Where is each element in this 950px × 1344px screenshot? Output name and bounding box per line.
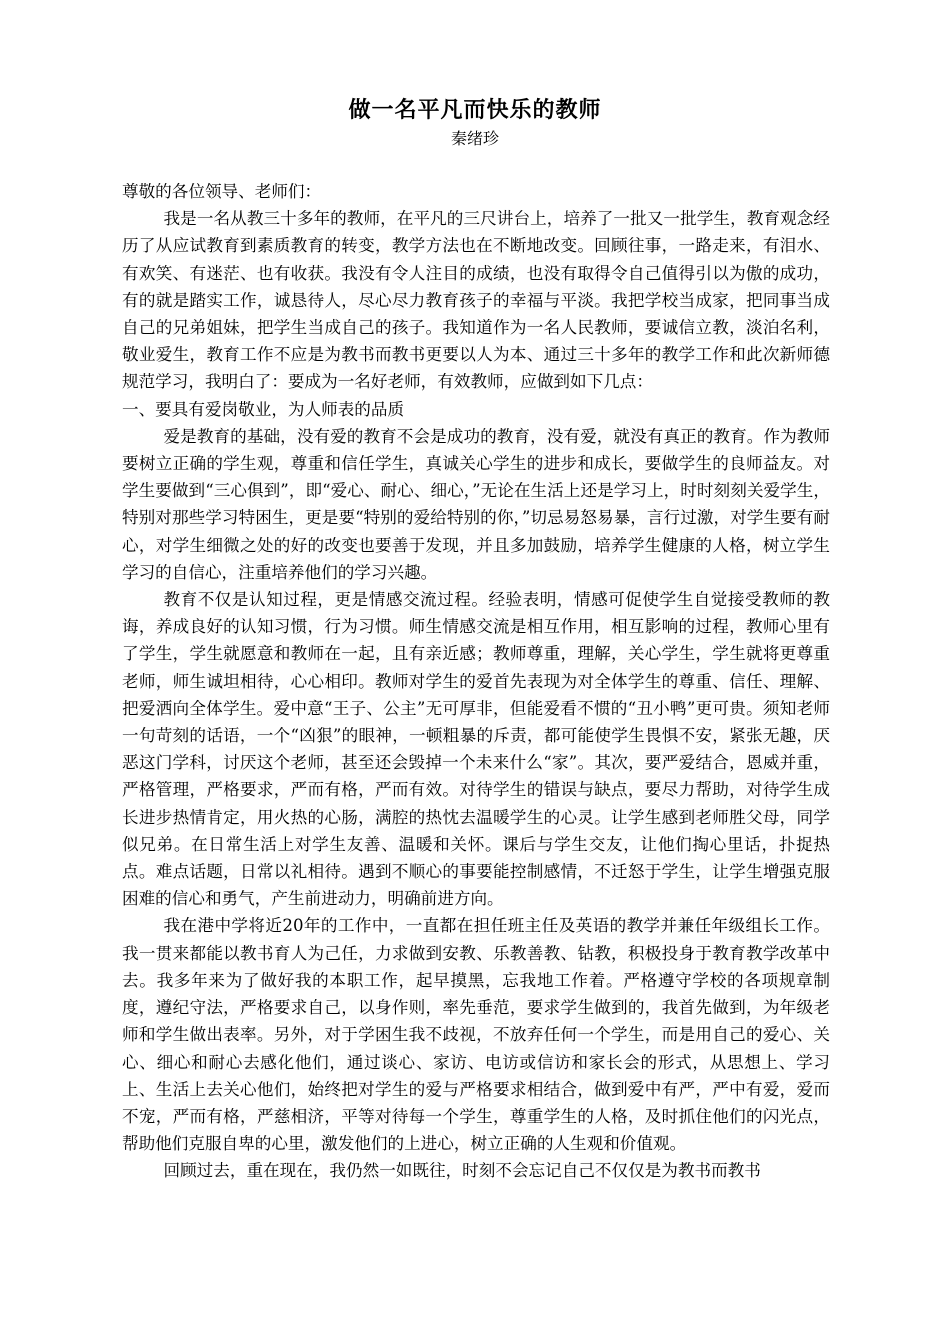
document-title: 做一名平凡而快乐的教师 [348, 98, 602, 123]
author-name: 秦绪珍 [450, 129, 499, 148]
section1-paragraph: 回顾过去，重在现在，我仍然一如既往，时刻不会忘记自己不仅仅是为教书而教书 [163, 1161, 761, 1181]
section1-paragraph: 我在港中学将近20年的工作中，一直都在担任班主任及英语的教学并兼任年级组长工作。我一贯来都能以教书育人为己任，力求做到安教、乐教善教、钻教，积极投身于教育教学改革中去。我多年来为了做好我的本职工作，起早摸黑，忘我地工作着。严格遵守学校的各项规章制度，遵纪守法，严格要求自己，以身作则，率先垂范，要求学生做到的，我首先做到，为年级老师和学生做出表率。另外，对于学困生我不歧视，不放弃任何一个学生，而是用自己的爱心、关心、细心和耐心去感化他们，通过谈心、家访、电访或信访和家长会的形式，从思想上、学习上、生活上去关心他们，始终把对学生的爱与严格要求相结合，做到爱中有严，严中有爱，爱而不宠，严而有格，严慈相济，平等对待每一个学生，尊重学生的人格，及时抓住他们的闪光点，帮助他们克服自卑的心里，激发他们的上进心，树立正确的人生观和价值观。 [122, 916, 830, 1154]
section-heading-1: 一、要具有爱岗敬业，为人师表的品质 [122, 399, 405, 419]
section1-paragraph: 爱是教育的基础，没有爱的教育不会是成功的教育，没有爱，就没有真正的教育。作为教师要树立正确的学生观，尊重和信任学生，真诚关心学生的进步和成长，要做学生的良师益友。对学生要做到“三心俱到”，即“爱心、耐心、细心，”无论在生活上还是学习上，时时刻刻关爱学生，特别对那些学习特困生，更是要“特别的爱给特别的你，”切忌易怒易暴，言行过激，对学生要有耐心，对学生细微之处的好的改变也要善于发现，并且多加鼓励，培养学生健康的人格，树立学生学习的自信心，注重培养他们的学习兴趣。 [122, 426, 830, 582]
intro-paragraph: 我是一名从教三十多年的教师，在平凡的三尺讲台上，培养了一批又一批学生，教育观念经历了从应试教育到素质教育的转变，教学方法也在不断地改变。回顾往事，一路走来，有泪水、有欢笑、有迷茫、也有收获。我没有令人注目的成绩，也没有取得令自己值得引以为傲的成功，有的就是踏实工作，诚恳待人，尽心尽力教育孩子的幸福与平淡。我把学校当成家，把同事当成自己的兄弟姐妹，把学生当成自己的孩子。我知道作为一名人民教师，要诚信立教，淡泊名利，敬业爱生，教育工作不应是为教书而教书更要以人为本、通过三十多年的教学工作和此次新师德规范学习，我明白了：要成为一名好老师，有效教师，应做到如下几点： [122, 209, 830, 392]
document-body [122, 178, 830, 1185]
greeting: 尊敬的各位领导、老师们： [122, 182, 322, 201]
section1-paragraph: 教育不仅是认知过程，更是情感交流过程。经验表明，情感可促使学生自觉接受教师的教诲，养成良好的认知习惯，行为习惯。师生情感交流是相互作用，相互影响的过程，教师心里有了学生，学生就愿意和教师在一起，且有亲近感；教师尊重，理解，关心学生，学生就将更尊重老师，师生诚坦相待，心心相印。教师对学生的爱首先表现为对全体学生的尊重、信任、理解、把爱洒向全体学生。爱中意“王子、公主”无可厚非，但能爱看不惯的“丑小鸭”更可贵。须知老师一句苛刻的话语，一个“凶狠”的眼神，一顿粗暴的斥责，都可能使学生畏惧不安，紧张无趣，厌恶这门学科，讨厌这个老师，甚至还会毁掉一个未来什么“家”。其次，要严爱结合，恩威并重，严格管理，严格要求，严而有格，严而有效。对待学生的错误与缺点，要尽力帮助，对待学生成长进步热情肯定，用火热的心肠，满腔的热忱去温暖学生的心灵。让学生感到老师胜父母，同学似兄弟。在日常生活上对学生友善、温暖和关怀。课后与学生交友，让他们掏心里话，扑捉热点。难点话题，日常以礼相待。遇到不顺心的事要能控制感情，不迁怒于学生，让学生增强克服困难的信心和勇气，产生前进动力，明确前进方向。 [122, 590, 830, 909]
